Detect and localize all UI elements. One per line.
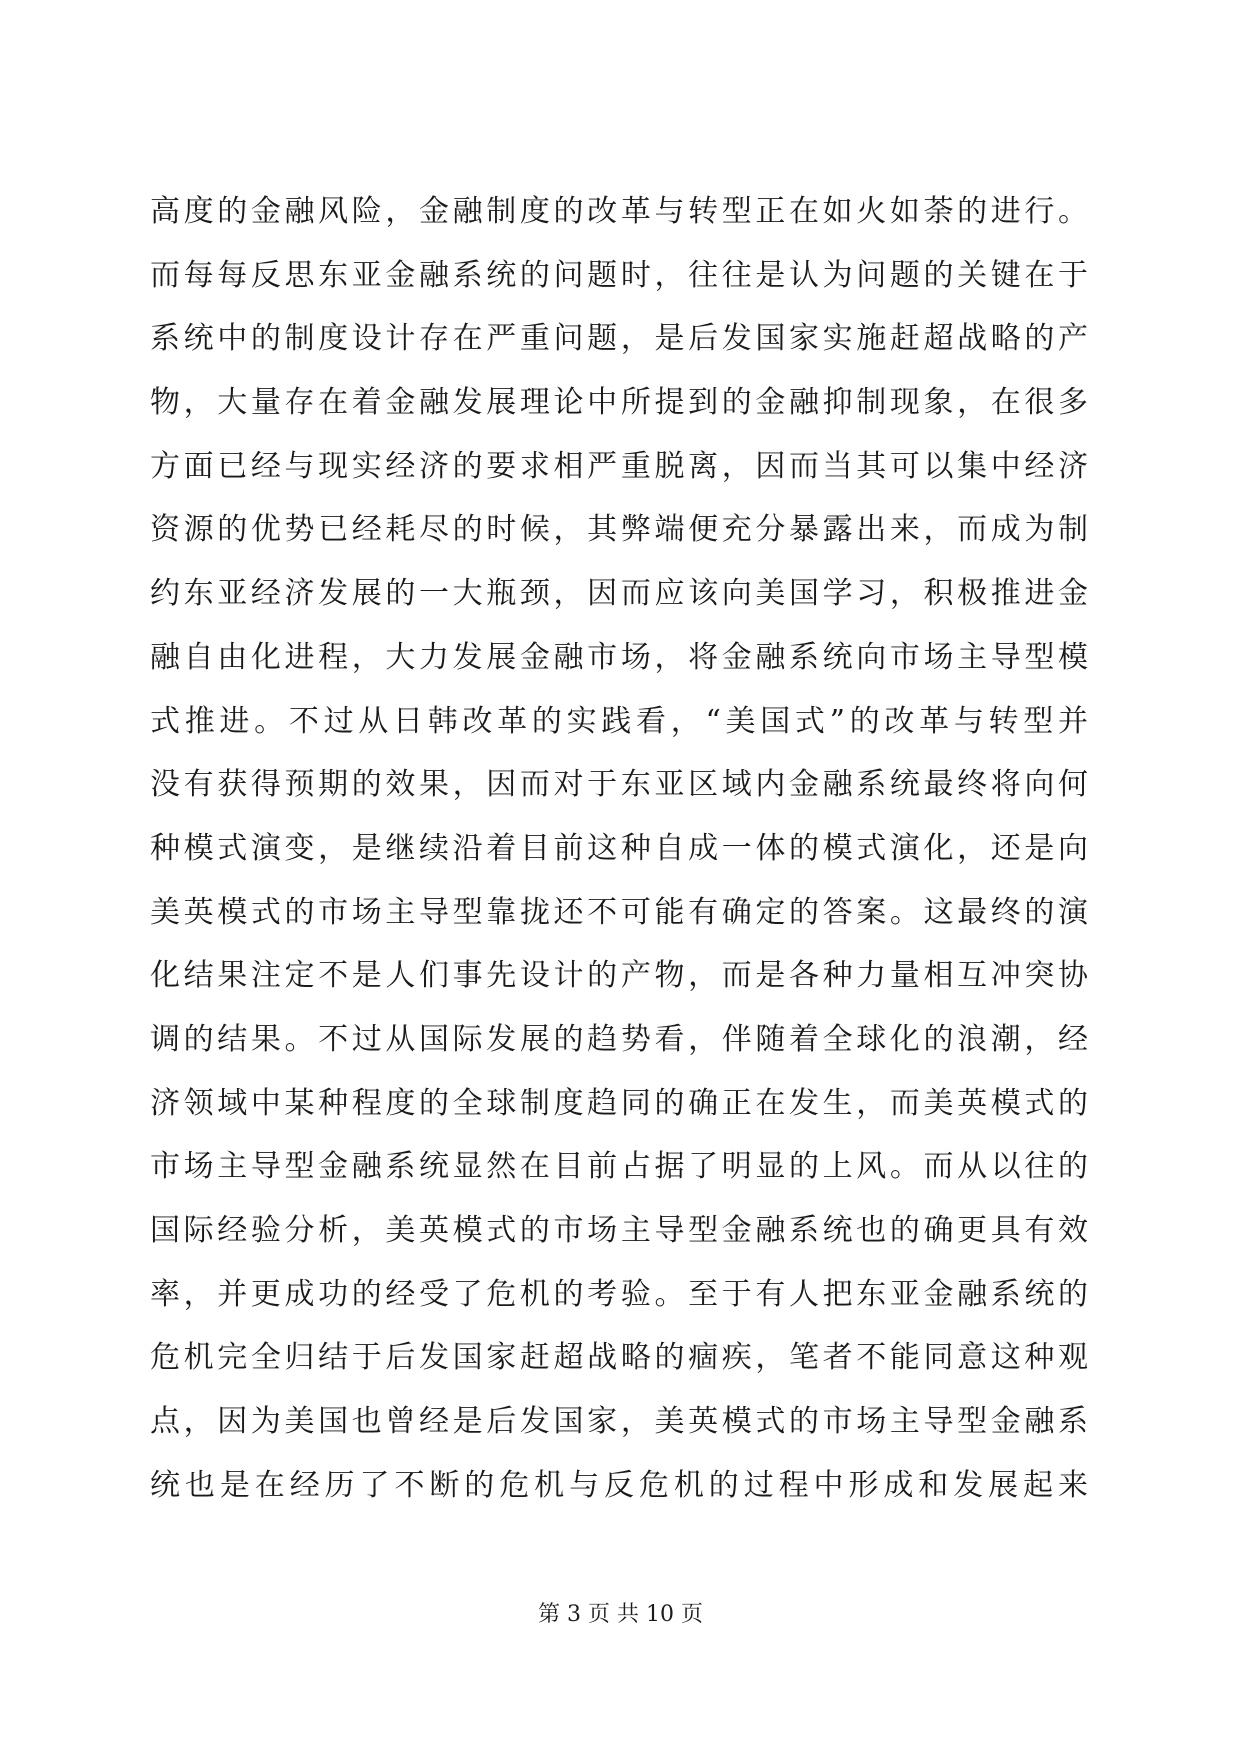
- text-line: 市场主导型金融系统显然在目前占据了明显的上风。而从以往的: [150, 1149, 1090, 1185]
- text-line: 物，大量存在着金融发展理论中所提到的金融抑制现象，在很多: [150, 385, 1090, 421]
- body-text: [150, 180, 1090, 1517]
- text-line: 而每每反思东亚金融系统的问题时，往往是认为问题的关键在于: [150, 257, 1090, 293]
- text-line: 种模式演变，是继续沿着目前这种自成一体的模式演化，还是向: [150, 830, 1090, 866]
- text-line: 统也是在经历了不断的危机与反危机的过程中形成和发展起来: [150, 1467, 1090, 1503]
- text-line: 系统中的制度设计存在严重问题，是后发国家实施赶超战略的产: [150, 321, 1090, 357]
- page-footer: [0, 1600, 1241, 1630]
- text-line: 资源的优势已经耗尽的时候，其弊端便充分暴露出来，而成为制: [150, 512, 1090, 548]
- page-number: 第 3 页 共 10 页: [538, 1602, 703, 1627]
- text-line: 式推进。不过从日韩改革的实践看，“美国式”的改革与转型并: [150, 703, 1090, 739]
- text-line: 化结果注定不是人们事先设计的产物，而是各种力量相互冲突协: [150, 958, 1090, 994]
- text-line: 融自由化进程，大力发展金融市场，将金融系统向市场主导型模: [150, 639, 1090, 675]
- text-line: 美英模式的市场主导型靠拢还不可能有确定的答案。这最终的演: [150, 894, 1090, 930]
- text-line: 国际经验分析，美英模式的市场主导型金融系统也的确更具有效: [150, 1213, 1090, 1248]
- text-line: 没有获得预期的效果，因而对于东亚区域内金融系统最终将向何: [150, 767, 1090, 803]
- text-line: 率，并更成功的经受了危机的考验。至于有人把东亚金融系统的: [150, 1276, 1090, 1312]
- text-line: 点，因为美国也曾经是后发国家，美英模式的市场主导型金融系: [150, 1404, 1090, 1440]
- text-line: 高度的金融风险，金融制度的改革与转型正在如火如荼的进行。: [150, 194, 1090, 229]
- text-line: 危机完全归结于后发国家赶超战略的痼疾，笔者不能同意这种观: [150, 1340, 1090, 1376]
- text-line: 济领域中某种程度的全球制度趋同的确正在发生，而美英模式的: [150, 1085, 1090, 1121]
- text-line: 调的结果。不过从国际发展的趋势看，伴随着全球化的浪潮，经: [150, 1021, 1090, 1057]
- text-line: 方面已经与现实经济的要求相严重脱离，因而当其可以集中经济: [150, 448, 1090, 484]
- text-line: 约东亚经济发展的一大瓶颈，因而应该向美国学习，积极推进金: [150, 576, 1090, 612]
